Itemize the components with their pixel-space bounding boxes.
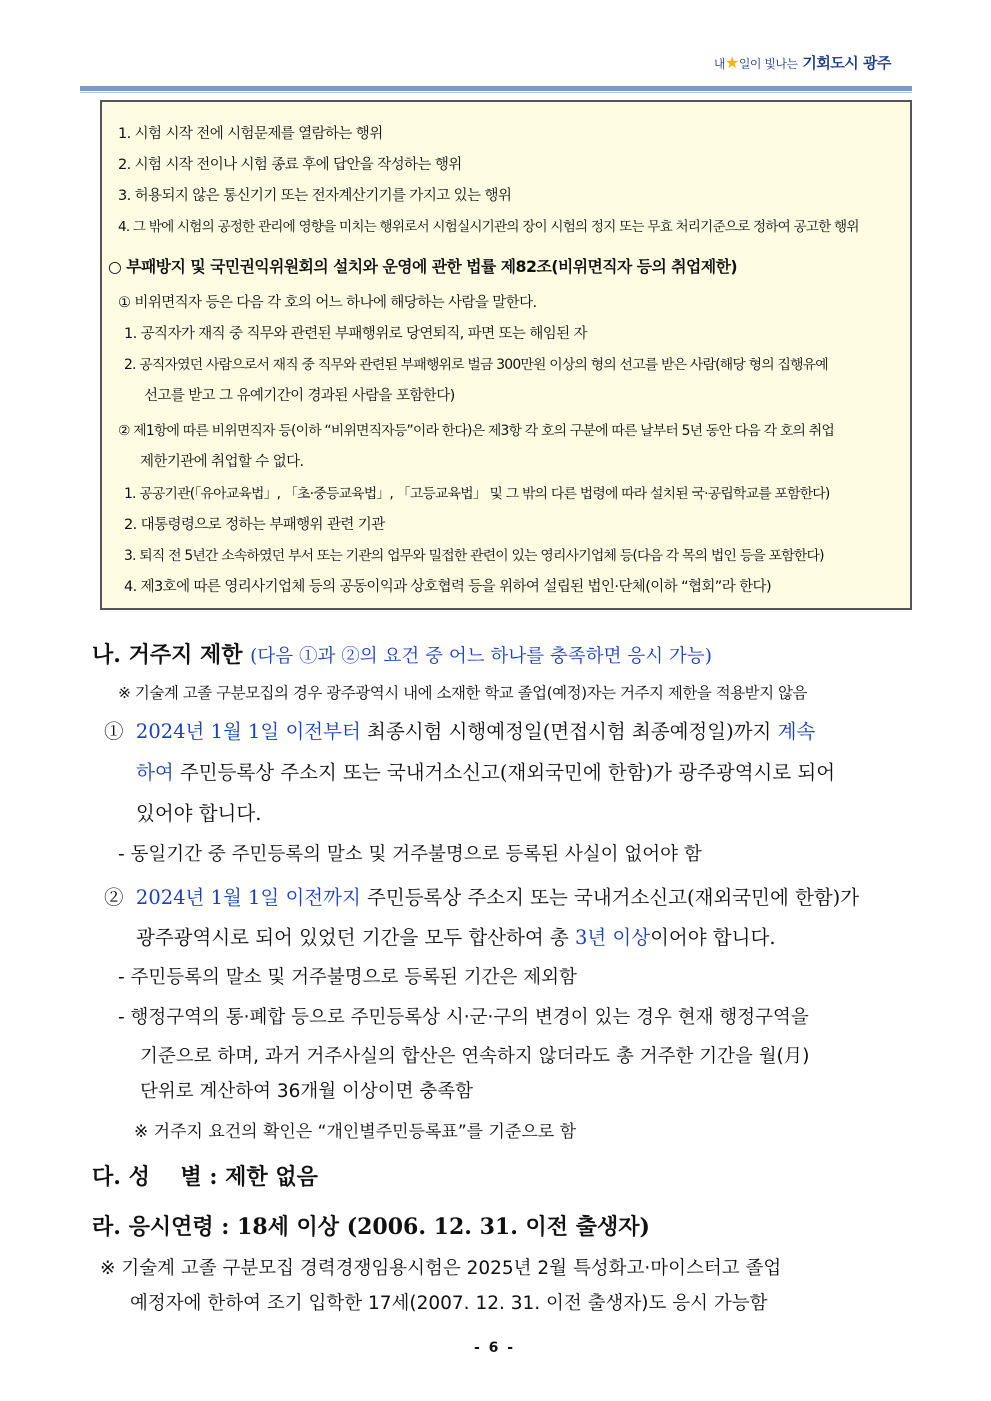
item2-highlight: 3년 이상 <box>574 926 651 949</box>
item2-line1 <box>104 882 859 910</box>
box-item: 1. 공직자가 재직 중 직무와 관련된 부패행위로 당연퇴직, 파면 또는 해임된 자 <box>124 326 587 342</box>
section-na-note: ※ 기술계 고졸 구분모집의 경우 광주광역시 내에 소재한 학교 졸업(예정)자는 거주지 제한을 적용받지 않음 <box>118 684 808 702</box>
item2-line2 <box>136 922 776 950</box>
header-logo <box>714 52 891 73</box>
box-line: 1. 시험 시작 전에 시험문제를 열람하는 행위 <box>118 126 383 142</box>
section-ra-note-cont: 예정자에 한하여 조기 입학한 17세(2007. 12. 31. 이전 출생자)도 응시 가능함 <box>130 1293 768 1314</box>
box-para: ① 비위면직자 등은 다음 각 호의 어느 하나에 해당하는 사람을 말한다. <box>118 295 537 311</box>
star-icon: ★ <box>724 53 739 72</box>
item2-sub-cont: 단위로 계산하여 36개월 이상이면 충족함 <box>140 1081 474 1102</box>
item1-text: 주민등록상 주소지 또는 국내거소신고(재외국민에 한함)가 광주광역시로 되어 <box>173 761 836 784</box>
logo-prefix: 내 <box>713 57 725 71</box>
box-item: 2. 대통령령으로 정하는 부패행위 관련 기관 <box>124 517 385 533</box>
item2-text: 주민등록상 주소지 또는 국내거소신고(재외국민에 한함)가 <box>360 886 860 909</box>
box-item: 3. 퇴직 전 5년간 소속하였던 부서 또는 기관의 업무와 밀접한 관련이 있는 영리사기업체 등(다음 각 목의 법인 등을 포함한다) <box>124 548 824 564</box>
section-da-title: 다. 성 별 : 제한 없음 <box>92 1164 318 1190</box>
box-line: 3. 허용되지 않은 통신기기 또는 전자계산기기를 가지고 있는 행위 <box>118 188 512 204</box>
logo-main: 기회도시 광주 <box>802 54 891 72</box>
item1-highlight: 하여 <box>136 761 174 784</box>
item2-sub: - 행정구역의 통·폐합 등으로 주민등록상 시·군·구의 변경이 있는 경우 현재 행정구역을 <box>118 1007 809 1028</box>
section-na-subtitle: (다음 ①과 ②의 요건 중 어느 하나를 충족하면 응시 가능) <box>250 646 712 667</box>
page-number: - 6 - <box>474 1340 516 1356</box>
item2-highlight: 2024년 1월 1일 이전까지 <box>135 886 361 909</box>
header-rule-thin <box>80 92 912 93</box>
item1-highlight: 2024년 1월 1일 이전부터 <box>135 720 361 743</box>
section-ra-title: 라. 응시연령 : 18세 이상 (2006. 12. 31. 이전 출생자) <box>92 1214 650 1240</box>
logo-mid: 일이 빛나는 <box>738 57 798 71</box>
box-line: 2. 시험 시작 전이나 시험 종료 후에 답안을 작성하는 행위 <box>118 157 462 173</box>
item1-text: 최종시험 시행예정일(면접시험 최종예정일)까지 <box>360 720 778 743</box>
box-para: ② 제1항에 따른 비위면직자 등(이하 “비위면직자등”이라 한다)은 제3항 각 호의 구분에 따른 날부터 5년 동안 다음 각 호의 취업 <box>118 423 834 439</box>
box-line: 4. 그 밖에 시험의 공정한 관리에 영향을 미치는 행위로서 시험실시기관의 장이 시험의 정지 또는 무효 처리기준으로 정하여 공고한 행위 <box>118 219 859 235</box>
item1-num: ① <box>104 720 124 743</box>
item2-sub-cont: 기준으로 하며, 과거 거주사실의 합산은 연속하지 않더라도 총 거주한 기간을 월(月) <box>140 1046 810 1067</box>
section-na-heading <box>92 638 712 669</box>
section-ra-note: ※ 기술계 고졸 구분모집 경력경쟁임용시험은 2025년 2월 특성화고·마이스터고 졸업 <box>100 1258 782 1279</box>
item2-note: ※ 거주지 요건의 확인은 “개인별주민등록표”를 기준으로 함 <box>134 1122 576 1142</box>
box-para-cont: 제한기관에 취업할 수 없다. <box>140 454 304 470</box>
item1-highlight: 계속 <box>777 720 816 743</box>
item2-num: ② <box>104 886 124 909</box>
law-excerpt-box <box>100 100 912 610</box>
box-item-cont: 선고를 받고 그 유예기간이 경과된 사람을 포함한다) <box>144 388 455 404</box>
item1-line3: 있어야 합니다. <box>136 802 262 825</box>
item2-text: 이어야 합니다. <box>650 926 776 949</box>
item2-text: 광주광역시로 되어 있었던 기간을 모두 합산하여 총 <box>136 926 575 949</box>
box-item: 1. 공공기관(「유아교육법」, 「초·중등교육법」, 「고등교육법」 및 그 밖의 다른 법령에 따라 설치된 국·공립학교를 포함한다) <box>124 486 830 502</box>
box-heading: ○ 부패방지 및 국민권익위원회의 설치와 운영에 관한 법률 제82조(비위면직자 등의 취업제한) <box>108 257 738 276</box>
box-item: 2. 공직자였던 사람으로서 재직 중 직무와 관련된 부패행위로 벌금 300만원 이상의 형의 선고를 받은 사람(해당 형의 집행유예 <box>124 357 828 373</box>
box-item: 4. 제3호에 따른 영리사기업체 등의 공동이익과 상호협력 등을 위하여 설립된 법인·단체(이하 “협회”라 한다) <box>124 579 772 595</box>
item2-sub: - 주민등록의 말소 및 거주불명으로 등록된 기간은 제외함 <box>118 967 577 988</box>
item1-sub: - 동일기간 중 주민등록의 말소 및 거주불명으로 등록된 사실이 없어야 함 <box>118 844 702 865</box>
item1-line2 <box>136 757 835 785</box>
section-na-title: 나. 거주지 제한 <box>92 642 243 668</box>
item1-line1 <box>104 716 815 744</box>
header-rule <box>80 86 912 91</box>
